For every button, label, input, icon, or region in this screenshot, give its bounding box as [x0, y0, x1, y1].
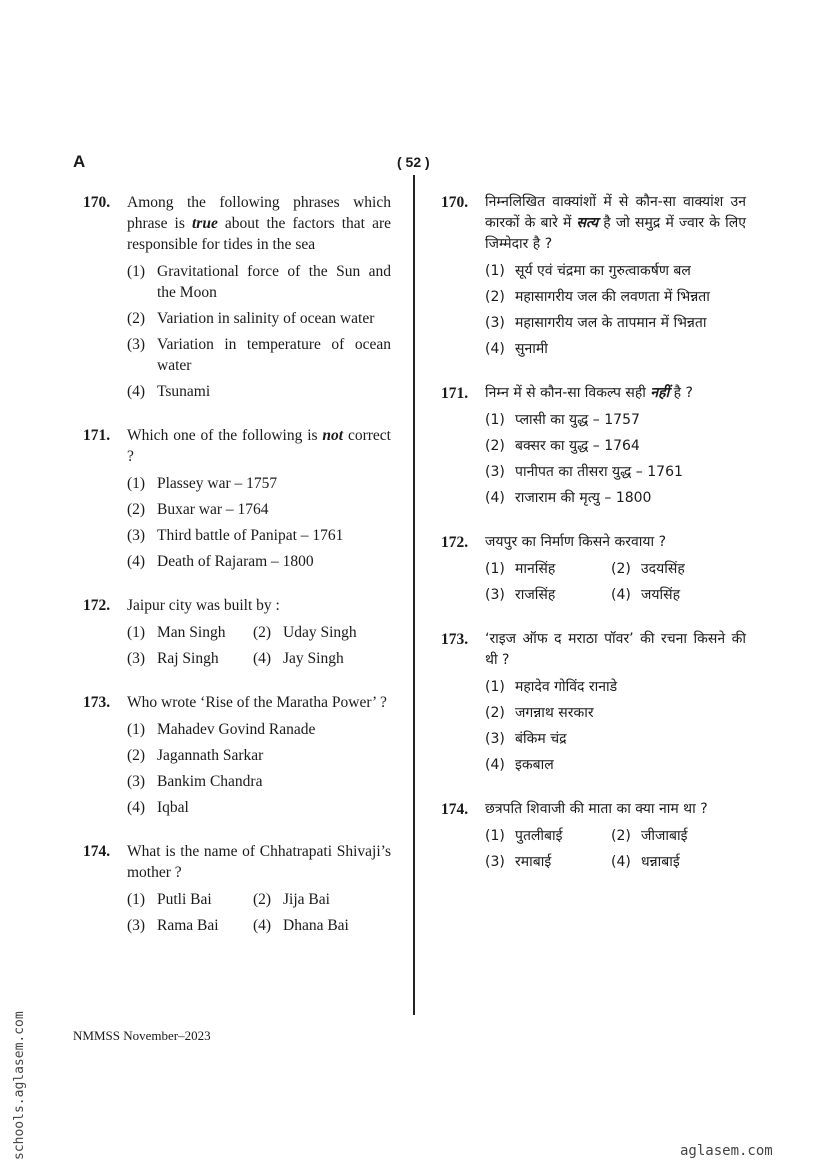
option-item — [485, 826, 611, 847]
option-text: Jagannath Sarkar — [157, 747, 264, 764]
question-header — [83, 841, 391, 883]
option-item — [253, 622, 391, 643]
question-number: 173. — [441, 631, 469, 648]
option-item — [485, 755, 746, 776]
question-text-pre: Among the following phrases which phrase is — [127, 194, 391, 232]
question-text — [485, 799, 746, 820]
question-number: 174. — [441, 801, 469, 818]
option-item — [485, 313, 746, 334]
option-item — [485, 677, 746, 698]
option-number: (1) — [127, 475, 146, 492]
option-number: (4) — [611, 587, 631, 603]
option-number: (1) — [485, 828, 505, 844]
question-header — [441, 629, 746, 671]
option-item — [485, 488, 746, 509]
option-number: (3) — [485, 731, 505, 747]
option-text: Third battle of Panipat – 1761 — [157, 527, 344, 544]
question-header — [441, 799, 746, 820]
option-item — [127, 719, 391, 740]
option-text: Putli Bai — [157, 891, 212, 908]
question-174 — [441, 799, 746, 873]
option-item — [127, 261, 391, 303]
options-list — [485, 410, 746, 509]
question-171 — [83, 425, 391, 572]
option-text: महादेव गोविंद रानाडे — [515, 679, 618, 695]
option-number: (4) — [611, 854, 631, 870]
option-item — [127, 381, 391, 402]
option-item — [485, 436, 746, 457]
option-text: जगन्नाथ सरकार — [515, 705, 594, 721]
option-text: इकबाल — [515, 757, 554, 773]
option-number: (3) — [127, 527, 146, 544]
question-keyword: नहीं — [650, 385, 670, 401]
option-number: (1) — [127, 721, 146, 738]
option-text: सुनामी — [515, 341, 548, 357]
option-text: राजाराम की मृत्यु – 1800 — [515, 490, 652, 506]
option-number: (4) — [127, 799, 146, 816]
option-number: (3) — [485, 587, 505, 603]
option-text: पानीपत का तीसरा युद्ध – 1761 — [515, 464, 683, 480]
question-text — [127, 192, 391, 255]
option-text: Variation in temperature of ocean water — [157, 336, 391, 374]
option-number: (2) — [485, 438, 505, 454]
question-header — [83, 692, 391, 713]
options-list — [485, 261, 746, 360]
question-number: 171. — [83, 427, 111, 444]
set-code: A — [73, 152, 86, 171]
option-text: Uday Singh — [283, 624, 357, 641]
option-item — [127, 334, 391, 376]
option-text: महासागरीय जल की लवणता में भिन्नता — [515, 289, 710, 305]
option-number: (1) — [485, 263, 505, 279]
option-item — [127, 797, 391, 818]
question-text — [127, 692, 391, 713]
options-list — [127, 719, 391, 818]
question-number: 170. — [83, 194, 111, 211]
option-item — [611, 585, 746, 606]
option-number: (2) — [253, 891, 272, 908]
option-item — [485, 339, 746, 360]
option-number: (3) — [127, 917, 146, 934]
option-number: (1) — [485, 679, 505, 695]
option-number: (2) — [253, 624, 272, 641]
option-number: (4) — [485, 341, 505, 357]
question-text-pre: निम्नलिखित वाक्यांशों में से कौन-सा वाक्यांश उन कारकों के बारे में — [485, 194, 746, 231]
option-number: (4) — [253, 650, 272, 667]
option-text: Mahadev Govind Ranade — [157, 721, 316, 738]
question-text-pre: Which one of the following is — [127, 427, 323, 444]
options-list — [127, 889, 391, 936]
question-keyword: not — [322, 427, 344, 444]
option-item — [127, 551, 391, 572]
question-header — [441, 192, 746, 255]
question-number: 171. — [441, 385, 469, 402]
option-text: Jija Bai — [283, 891, 330, 908]
option-text: Rama Bai — [157, 917, 219, 934]
options-grid — [485, 559, 746, 606]
option-number: (3) — [485, 854, 505, 870]
option-number: (1) — [127, 263, 146, 280]
question-text-pre: छत्रपति शिवाजी की माता का क्या नाम था ? — [485, 801, 708, 817]
options-list — [485, 559, 746, 606]
option-item — [611, 559, 746, 580]
question-header — [441, 383, 746, 404]
option-item — [485, 559, 611, 580]
english-column — [83, 192, 391, 959]
question-text — [127, 425, 391, 467]
option-number: (2) — [127, 310, 146, 327]
option-item — [127, 499, 391, 520]
option-item — [485, 410, 746, 431]
question-keyword: true — [191, 215, 218, 232]
question-number: 173. — [83, 694, 111, 711]
question-header — [83, 425, 391, 467]
option-text: Tsunami — [157, 383, 211, 400]
options-list — [127, 622, 391, 669]
question-text-post: correct ? — [127, 427, 391, 465]
question-text — [485, 192, 746, 255]
question-number: 172. — [441, 534, 469, 551]
option-item — [127, 473, 391, 494]
option-number: (3) — [127, 650, 146, 667]
question-text-post: है ? — [669, 385, 693, 401]
option-text: Dhana Bai — [283, 917, 349, 934]
option-text: Gravitational force of the Sun and the Moon — [157, 263, 391, 301]
option-number: (4) — [485, 490, 505, 506]
option-number: (2) — [485, 705, 505, 721]
option-number: (4) — [127, 553, 146, 570]
question-text-pre: जयपुर का निर्माण किसने करवाया ? — [485, 534, 667, 550]
option-item — [127, 622, 253, 643]
question-text-pre: Jaipur city was built by : — [127, 597, 280, 614]
question-170 — [441, 192, 746, 360]
question-173 — [83, 692, 391, 818]
option-text: बंकिम चंद्र — [515, 731, 567, 747]
hindi-column — [441, 192, 746, 896]
option-text: Raj Singh — [157, 650, 219, 667]
option-number: (2) — [127, 747, 146, 764]
option-text: पुतलीबाई — [515, 828, 563, 844]
option-number: (2) — [611, 828, 631, 844]
options-list — [127, 261, 391, 402]
question-header — [441, 532, 746, 553]
question-173 — [441, 629, 746, 776]
option-number: (1) — [127, 624, 146, 641]
question-text-pre: निम्न में से कौन-सा विकल्प सही — [485, 385, 651, 401]
question-text — [485, 532, 746, 553]
option-item — [485, 703, 746, 724]
question-text-post: है जो समुद्र में ज्वार के लिए जिम्मेदार है ? — [485, 215, 746, 252]
question-174 — [83, 841, 391, 936]
option-text: प्लासी का युद्ध – 1757 — [515, 412, 640, 428]
option-item — [127, 648, 253, 669]
option-item — [485, 261, 746, 282]
question-text-pre: ‘राइज ऑफ द मराठा पॉवर’ की रचना किसने की थी ? — [485, 631, 746, 668]
option-number: (1) — [127, 891, 146, 908]
option-item — [127, 525, 391, 546]
option-number: (4) — [485, 757, 505, 773]
option-number: (3) — [485, 315, 505, 331]
side-watermark: schools.aglasem.com — [12, 1011, 27, 1160]
question-text-pre: Who wrote ‘Rise of the Maratha Power’ ? — [127, 694, 387, 711]
option-item — [253, 915, 391, 936]
option-item — [127, 889, 253, 910]
option-number: (2) — [611, 561, 631, 577]
option-item — [127, 745, 391, 766]
options-grid — [485, 826, 746, 873]
question-number: 174. — [83, 843, 111, 860]
option-text: बक्सर का युद्ध – 1764 — [515, 438, 640, 454]
option-text: Iqbal — [157, 799, 189, 816]
option-number: (3) — [127, 336, 146, 353]
option-text: सूर्य एवं चंद्रमा का गुरुत्वाकर्षण बल — [515, 263, 691, 279]
option-text: राजसिंह — [515, 587, 556, 603]
option-item — [127, 308, 391, 329]
option-text: जयसिंह — [641, 587, 681, 603]
option-text: महासागरीय जल के तापमान में भिन्नता — [515, 315, 707, 331]
question-text — [127, 595, 391, 616]
options-list — [485, 826, 746, 873]
footer-exam: NMMSS November–2023 — [73, 1028, 211, 1043]
option-number: (2) — [485, 289, 505, 305]
option-item — [253, 648, 391, 669]
option-item — [485, 585, 611, 606]
option-number: (2) — [127, 501, 146, 518]
question-text — [485, 629, 746, 671]
options-list — [127, 473, 391, 572]
question-number: 172. — [83, 597, 111, 614]
option-item — [485, 852, 611, 873]
question-header — [83, 192, 391, 255]
options-list — [485, 677, 746, 776]
option-item — [127, 771, 391, 792]
question-172 — [441, 532, 746, 606]
option-number: (3) — [127, 773, 146, 790]
question-171 — [441, 383, 746, 509]
option-text: Plassey war – 1757 — [157, 475, 278, 492]
option-item — [611, 826, 746, 847]
option-item — [485, 729, 746, 750]
option-item — [611, 852, 746, 873]
question-170 — [83, 192, 391, 402]
option-item — [253, 889, 391, 910]
option-text: धन्नाबाई — [641, 854, 680, 870]
option-number: (1) — [485, 412, 505, 428]
option-item — [127, 915, 253, 936]
question-header — [83, 595, 391, 616]
option-text: रमाबाई — [515, 854, 552, 870]
option-text: Death of Rajaram – 1800 — [157, 553, 314, 570]
question-text — [127, 841, 391, 883]
option-number: (4) — [127, 383, 146, 400]
option-number: (3) — [485, 464, 505, 480]
option-text: Jay Singh — [283, 650, 344, 667]
bottom-watermark: aglasem.com — [680, 1143, 773, 1159]
column-divider — [413, 175, 415, 1015]
question-text-pre: What is the name of Chhatrapati Shivaji’s mother ? — [127, 843, 391, 881]
option-text: उदयसिंह — [641, 561, 685, 577]
option-text: मानसिंह — [515, 561, 556, 577]
option-number: (1) — [485, 561, 505, 577]
option-text: Buxar war – 1764 — [157, 501, 269, 518]
options-grid — [127, 889, 391, 936]
option-item — [485, 287, 746, 308]
question-172 — [83, 595, 391, 669]
question-text-post: about the factors that are responsible for tides in the sea — [127, 215, 391, 253]
option-number: (4) — [253, 917, 272, 934]
question-number: 170. — [441, 194, 469, 211]
question-keyword: सत्य — [576, 215, 599, 231]
option-text: Variation in salinity of ocean water — [157, 310, 375, 327]
options-grid — [127, 622, 391, 669]
question-text — [485, 383, 746, 404]
option-text: Man Singh — [157, 624, 226, 641]
option-text: जीजाबाई — [641, 828, 688, 844]
option-text: Bankim Chandra — [157, 773, 263, 790]
option-item — [485, 462, 746, 483]
page-number: ( 52 ) — [397, 154, 430, 170]
